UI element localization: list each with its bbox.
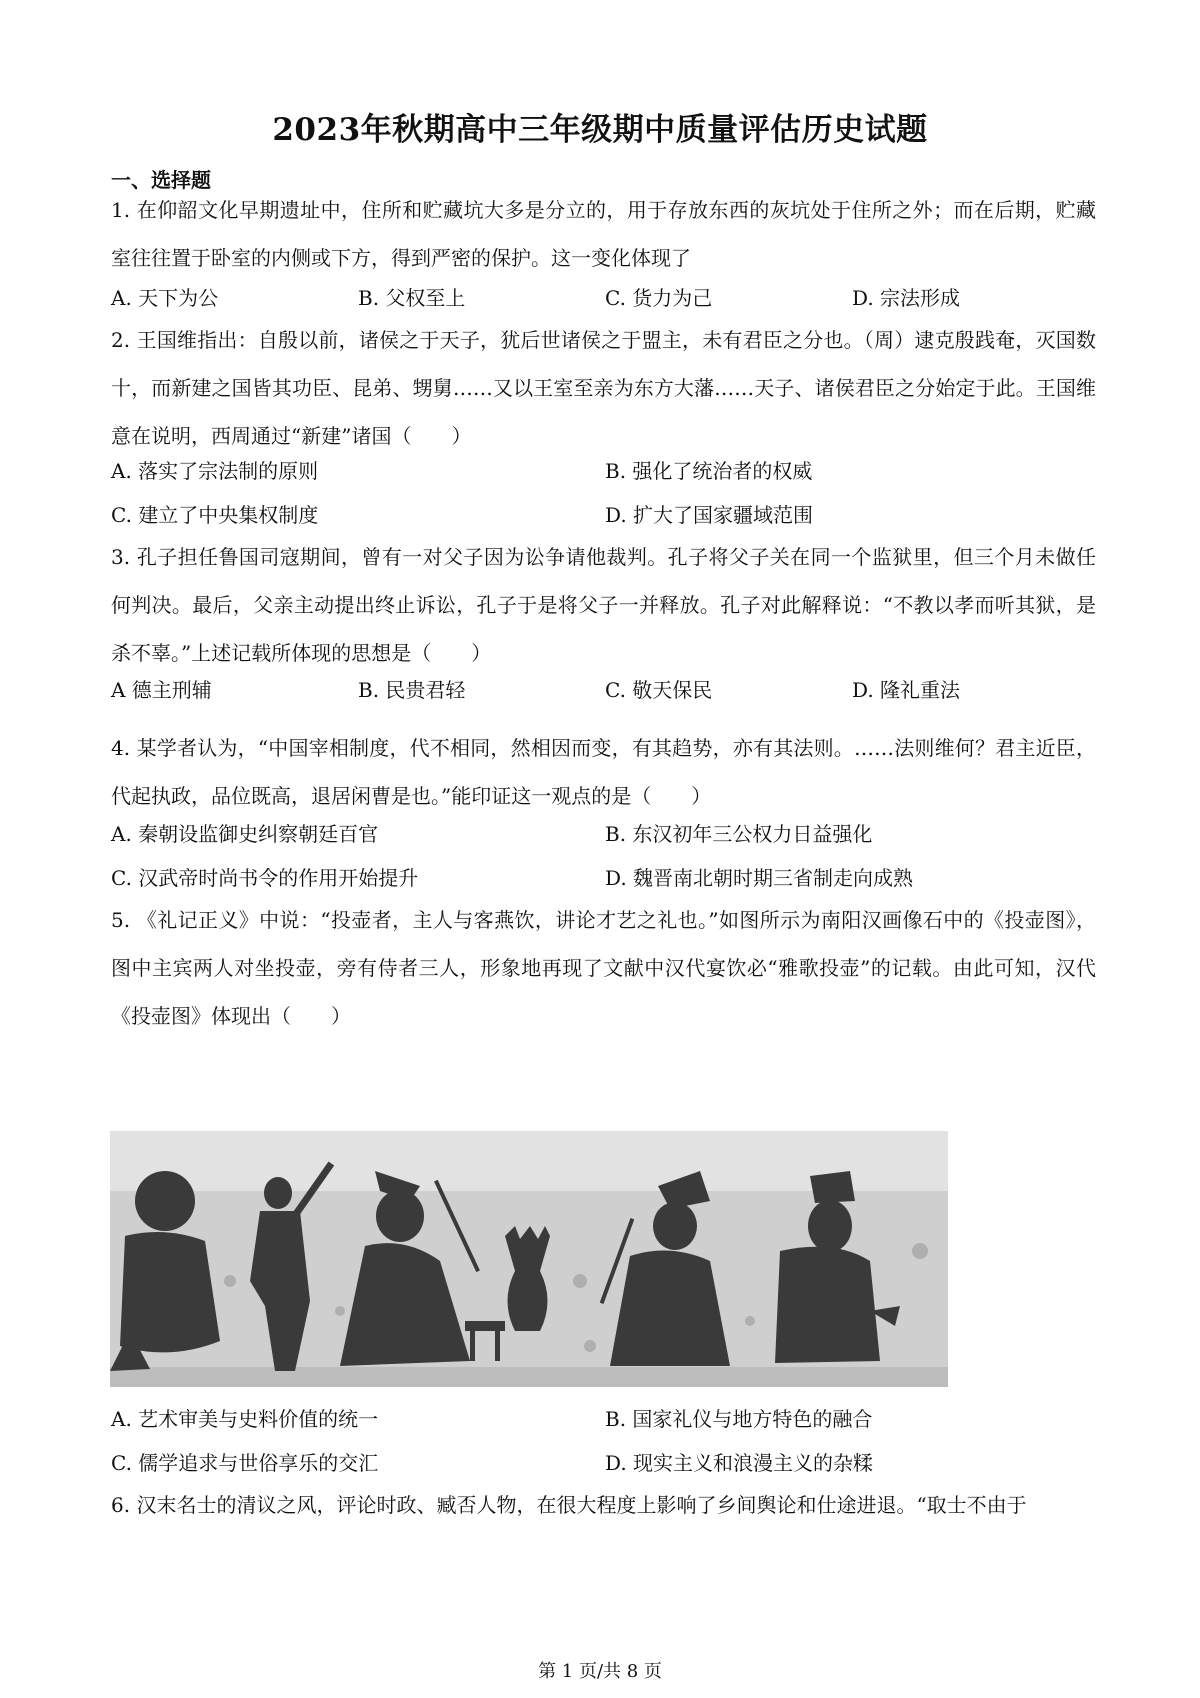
q5-option-a[interactable]: A. 艺术审美与史料价值的统一	[111, 1407, 379, 1431]
q1-option-d[interactable]: D. 宗法形成	[852, 286, 961, 310]
q5-option-c[interactable]: C. 儒学追求与世俗享乐的交汇	[111, 1451, 379, 1475]
q4-option-d[interactable]: D. 魏晋南北朝时期三省制走向成熟	[605, 866, 914, 890]
q2-option-b[interactable]: B. 强化了统治者的权威	[605, 459, 813, 483]
q3-option-d[interactable]: D. 隆礼重法	[852, 678, 961, 702]
question-4-stem: 4. 某学者认为，“中国宰相制度，代不相同，然相因而变，有其趋势，亦有其法则。……法则维何？君主近臣，代起执政，品位既高，退居闲曹是也。”能印证这一观点的是（ ）	[111, 736, 1096, 808]
q2-option-c[interactable]: C. 建立了中央集权制度	[111, 503, 319, 527]
q4-option-b[interactable]: B. 东汉初年三公权力日益强化	[605, 822, 873, 846]
q1-option-b[interactable]: B. 父权至上	[358, 286, 466, 310]
q1-option-c[interactable]: C. 货力为己	[605, 286, 713, 310]
question-2-stem: 2. 王国维指出：自殷以前，诸侯之于天子，犹后世诸侯之于盟主，未有君臣之分也。（周）逮克殷践奄，灭国数十，而新建之国皆其功臣、昆弟、甥舅……又以王室至亲为东方大藩……天子、诸侯君臣之分始定于此。王国维意在说明，西周通过“新建”诸国（ ）	[111, 328, 1096, 448]
question-4-options	[111, 818, 1096, 858]
q2-option-a[interactable]: A. 落实了宗法制的原则	[111, 459, 319, 483]
touhu-stone-relief-image	[110, 1131, 948, 1387]
q3-option-b[interactable]: B. 民贵君轻	[358, 678, 466, 702]
q5-option-b[interactable]: B. 国家礼仪与地方特色的融合	[605, 1407, 873, 1431]
q1-option-a[interactable]: A. 天下为公	[111, 286, 219, 310]
section-heading: 一、选择题	[111, 168, 211, 192]
q3-option-c[interactable]: C. 敬天保民	[605, 678, 713, 702]
page-footer: 第 1 页/共 8 页	[538, 1661, 662, 1682]
q5-option-d[interactable]: D. 现实主义和浪漫主义的杂糅	[605, 1451, 874, 1475]
question-5-options	[111, 1403, 1096, 1443]
question-2-options	[111, 455, 1096, 495]
q4-option-a[interactable]: A. 秦朝设监御史纠察朝廷百官	[111, 822, 379, 846]
question-6-stem: 6. 汉末名士的清议之风，评论时政、臧否人物，在很大程度上影响了乡间舆论和仕途进退。“取士不由于	[111, 1493, 1027, 1517]
question-3-stem: 3. 孔子担任鲁国司寇期间，曾有一对父子因为讼争请他裁判。孔子将父子关在同一个监狱里，但三个月未做任何判决。最后，父亲主动提出终止诉讼，孔子于是将父子一并释放。孔子对此解释说：“不教以孝而听其狱，是杀不辜。”上述记载所体现的思想是（ ）	[111, 545, 1096, 665]
q4-option-c[interactable]: C. 汉武帝时尚书令的作用开始提升	[111, 866, 419, 890]
question-1-stem: 1. 在仰韶文化早期遗址中，住所和贮藏坑大多是分立的，用于存放东西的灰坑处于住所之外；而在后期，贮藏室往往置于卧室的内侧或下方，得到严密的保护。这一变化体现了	[111, 198, 1096, 270]
question-3-options	[111, 674, 1096, 714]
question-5-stem: 5. 《礼记正义》中说：“投壶者，主人与客燕饮，讲论才艺之礼也。”如图所示为南阳汉画像石中的《投壶图》，图中主宾两人对坐投壶，旁有侍者三人，形象地再现了文献中汉代宴饮必“雅歌投壶”的记载。由此可知，汉代《投壶图》体现出（ ）	[111, 908, 1096, 1028]
q3-option-a[interactable]: A 德主刑辅	[111, 678, 212, 702]
q2-option-d[interactable]: D. 扩大了国家疆域范围	[605, 503, 814, 527]
exam-title: 2023年秋期高中三年级期中质量评估历史试题	[272, 112, 928, 148]
